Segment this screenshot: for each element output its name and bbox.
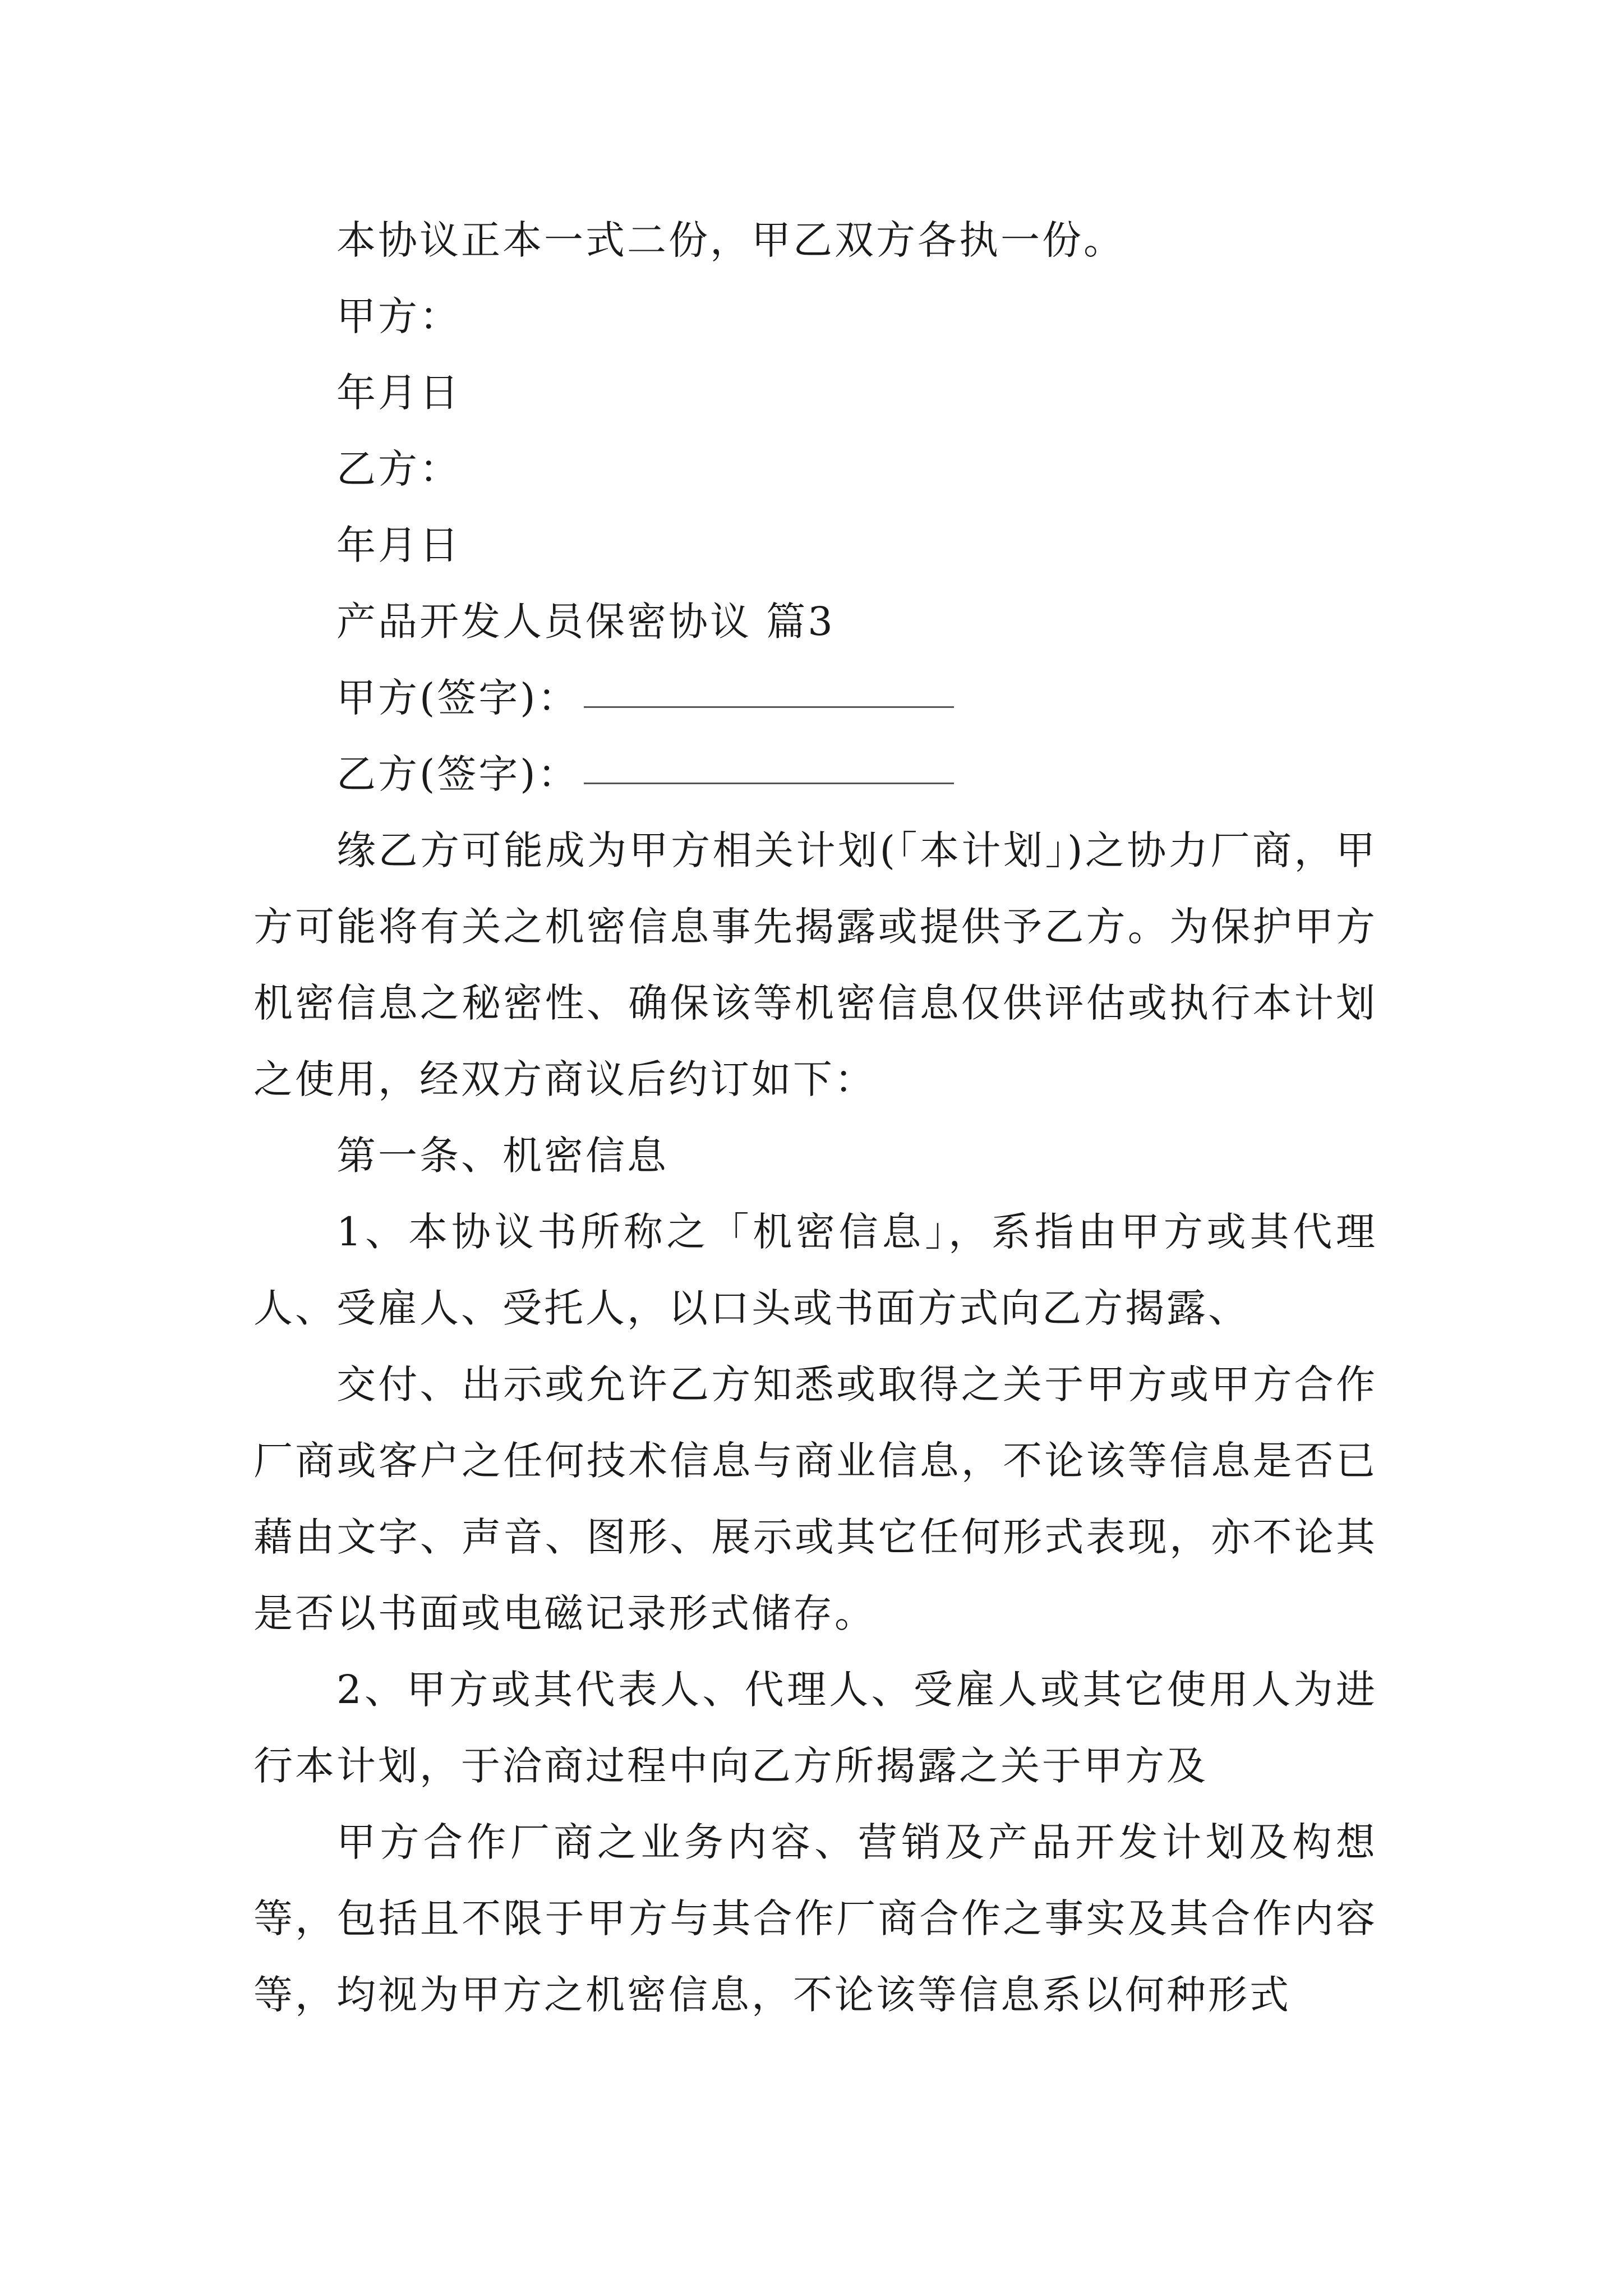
party-a-date: 年月日 [336,370,461,416]
party-b-signature-label: 乙方(签字)： [336,751,579,797]
clause-2-part-1: 2、甲方或其代表人、代理人、受雇人或其它使用人为进行本计划，于洽商过程中向乙方所揭露之关于甲方及 [253,1667,1377,1789]
party-a-signature-line [584,705,954,708]
copies-line: 本协议正本一式二份，甲乙双方各执一份。 [336,217,1125,263]
section-title: 产品开发人员保密协议 篇3 [336,599,835,645]
party-a-signature-row [253,660,1377,736]
party-b-date: 年月日 [336,522,461,568]
party-b-signature-line [584,781,954,784]
clause-1-part-1: 1、本协议书所称之「机密信息」，系指由甲方或其代理人、受雇人、受托人，以口头或书面方式向乙方揭露、 [253,1209,1377,1331]
party-a-label: 甲方： [336,293,461,339]
party-b-label: 乙方： [336,446,461,492]
party-b-signature-row [253,736,1377,812]
party-a-signature-label: 甲方(签字)： [336,675,579,721]
clause-2-part-2: 甲方合作厂商之业务内容、营销及产品开发计划及构想等，包括且不限于甲方与其合作厂商合作之事实及其合作内容等，均视为甲方之机密信息，不论该等信息系以何种形式 [253,1819,1377,2018]
document-body [253,202,1377,2033]
intro-paragraph: 缘乙方可能成为甲方相关计划(「本计划」)之协力厂商，甲方可能将有关之机密信息事先揭露或提供予乙方。为保护甲方机密信息之秘密性、确保该等机密信息仅供评估或执行本计划之使用，经双方商议后约订如下： [253,827,1377,1102]
clause-1-part-2: 交付、出示或允许乙方知悉或取得之关于甲方或甲方合作厂商或客户之任何技术信息与商业信息，不论该等信息是否已藉由文字、声音、图形、展示或其它任何形式表现，亦不论其是否以书面或电磁记录形式储存。 [253,1361,1377,1636]
article-1-heading: 第一条、机密信息 [336,1133,668,1179]
